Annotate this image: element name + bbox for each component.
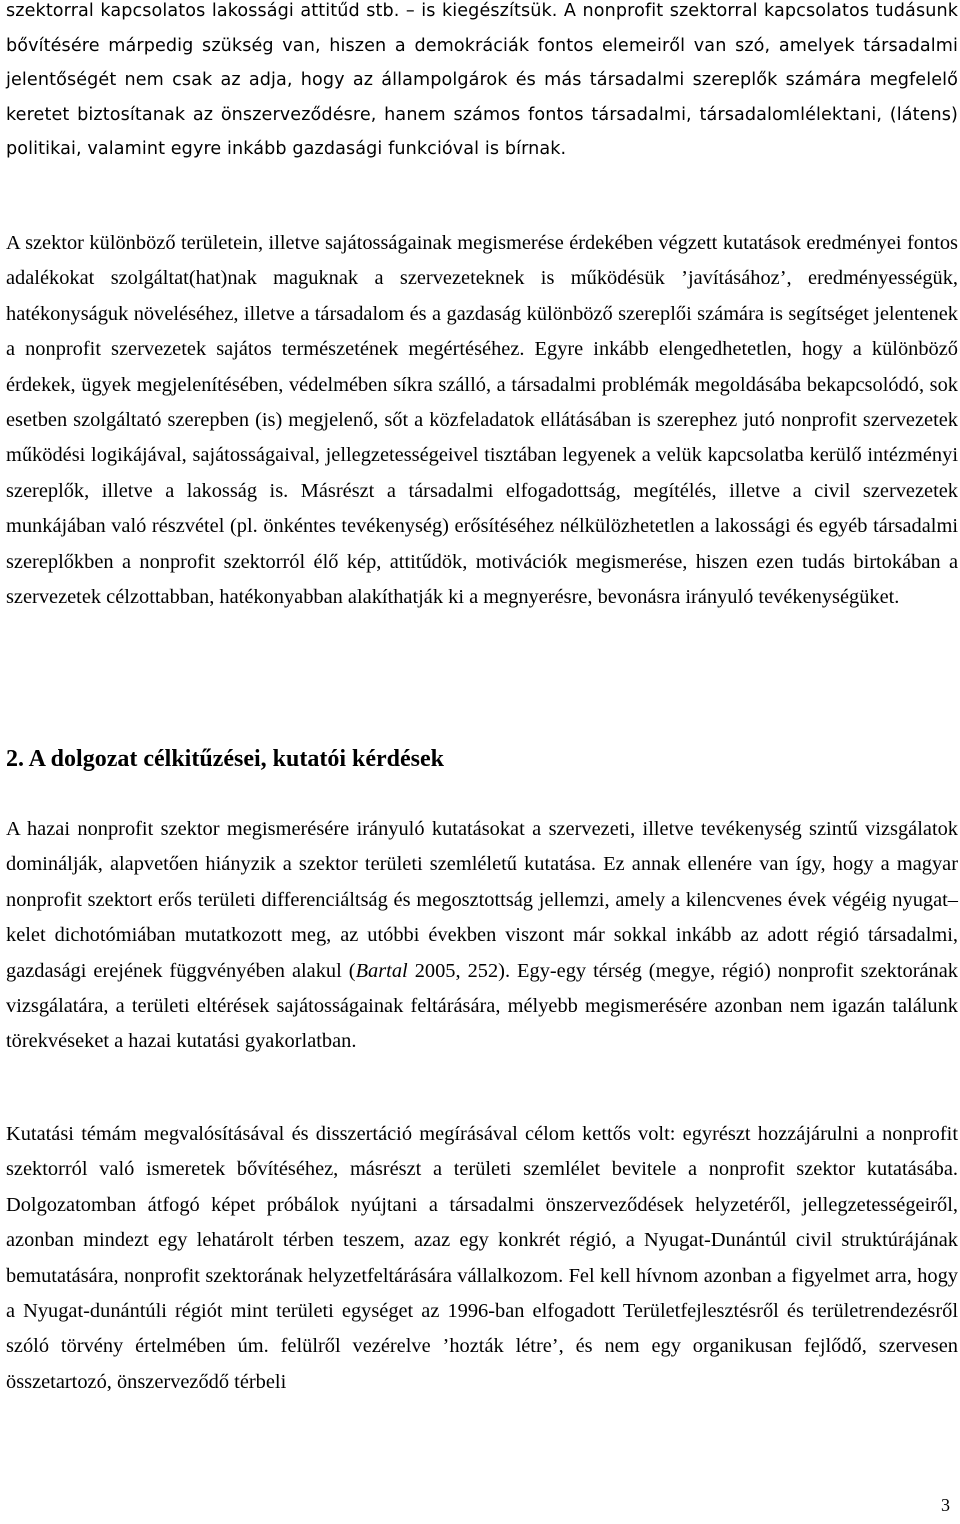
citation-author: Bartal — [355, 959, 408, 982]
page-number: 3 — [941, 1495, 950, 1515]
paragraph-intro-continuation: szektorral kapcsolatos lakossági attitűd stb. – is kiegészítsük. A nonprofit szektorral kapcsolatos tudásunk bővítésére márpedig szükség van, hiszen a demokráciák fontos elemeiről van szó, amelyek társadalmi jelentőségét nem csak az adja, hogy az állampolgárok és más társadalmi szereplők számára megfelelő keretet biztosítanak az önszerveződésre, hanem számos fontos társadalmi, társadalomlélektani, (látens) politikai, valamint egyre inkább gazdasági funkcióval is bírnak. — [6, 1, 958, 160]
section-heading: 2. A dolgozat célkitűzései, kutatói kérdések — [6, 746, 444, 772]
paragraph-regional-gap-text-2: 2005, 252). Egy-egy térség (megye, régió) nonprofit szektorának vizsgálatára, a területi eltérések sajátosságainak feltárására, mélyebb megismerésére azonban nem igazán találunk törekvéseket a hazai kutatási gyakorlatban. — [6, 959, 958, 1053]
paragraph-regional-gap-text-1: A hazai nonprofit szektor megismerésére irányuló kutatásokat a szervezeti, illetve tevékenység szintű vizsgálatok dominálják, alapvetően hiányzik a szektor területi szemléletű kutatása. Ez annak ellenére van így, hogy a magyar nonprofit szektort erős területi differenciáltság és megosztottság jellemzi, amely a kilencvenes évek végéig nyugat–kelet dichotómiában mutatkozott meg, az utóbbi években viszont már sokkal inkább az adott régió társadalmi, gazdasági erejének függvényében alakul ( — [6, 818, 958, 982]
paragraph-research-aims: Kutatási témám megvalósításával és disszertáció megírásával célom kettős volt: egyrészt hozzájárulni a nonprofit szektorról való ismeretek bővítéséhez, másrészt a területi szemlélet bevitele a nonprofit szektor kutatásába. Dolgozatomban átfogó képet próbálok nyújtani a társadalmi önszerveződések helyzetéről, jellegzetességeiről, azonban mindezt egy lehatárolt térben teszem, azaz egy konkrét régió, a Nyugat-Dunántúl civil struktúrájának bemutatására, nonprofit szektorának helyzetfeltárására vállalkozom. Fel kell hívnom azonban a figyelmet arra, hogy a Nyugat-dunántúli régiót mint területi egységet az 1996-ban elfogadott Területfejlesztésről és területrendezésről szóló törvény értelmében úm. felülről vezérelve ’hozták létre’, és nem egy organikusan fejlődő, szervesen összetartozó, önszerveződő térbeli — [6, 1123, 958, 1393]
paragraph-regional-gap — [6, 812, 958, 1060]
paragraph-research-importance: A szektor különböző területein, illetve sajátosságainak megismerése érdekében végzett kutatások eredményei fontos adalékokat szolgáltat(hat)nak maguknak a szervezeteknek is működésük ’javításához’, eredményességük, hatékonyságuk növeléséhez, illetve a társadalom és a gazdaság különböző szereplői számára is segítséget jelentenek a nonprofit szervezetek sajátos természetének megértéséhez. Egyre inkább elengedhetetlen, hogy a különböző érdekek, ügyek megjelenítésében, védelmében síkra szálló, a társadalmi problémák megoldásába bekapcsolódó, sok esetben szolgáltató szerepben (is) megjelenő, sőt a közfeladatok ellátásában is szerephez jutó nonprofit szervezetek működési logikájával, sajátosságaival, jellegzetességeivel tisztában legyenek a velük kapcsolatba kerülő intézményi szereplők, illetve a lakosság is. Másrészt a társadalmi elfogadottság, megítélés, illetve a civil szervezetek munkájában való részvétel (pl. önkéntes tevékenység) erősítéséhez nélkülözhetetlen a lakossági és egyéb társadalmi szereplőkben a nonprofit szektorról élő kép, attitűdök, motivációk megismerése, hiszen ezen tudás birtokában a szervezetek célzottabban, hatékonyabban alakíthatják ki a megnyerésre, bevonásra irányuló tevékenységüket. — [6, 232, 958, 609]
